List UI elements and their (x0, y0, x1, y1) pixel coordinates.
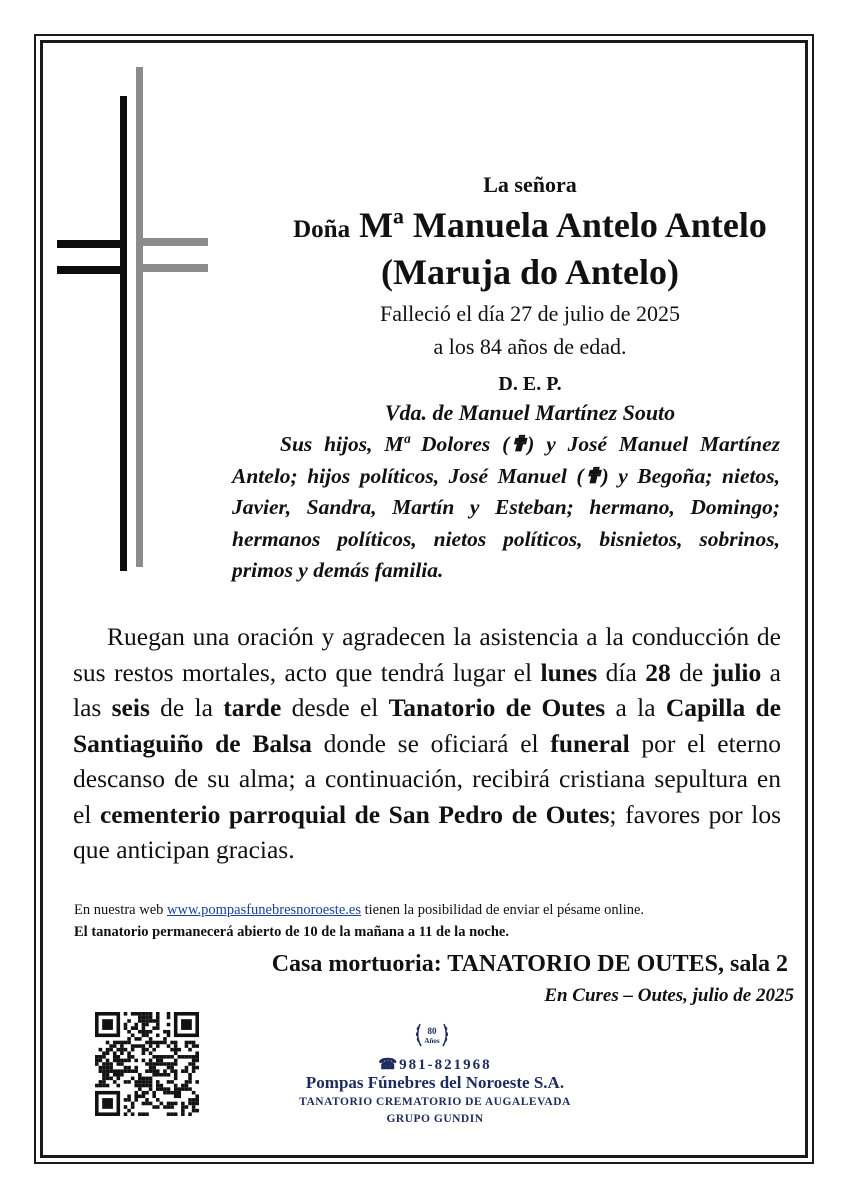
full-name: Mª Manuela Antelo Antelo (359, 205, 767, 245)
family-part-2: ) y José Manuel Martínez Antelo; hijos políticos, José Manuel ( (232, 432, 780, 488)
deceased-cross-icon: ✟ (509, 432, 528, 456)
badge-number: 80 (427, 1026, 437, 1036)
age-text: a los 84 años de edad. (433, 334, 627, 359)
phone-icon: ☎ (378, 1057, 400, 1073)
honorific: Doña (293, 216, 351, 243)
website-link[interactable]: www.pompasfunebresnoroeste.es (167, 902, 361, 918)
intro-text: La señora (483, 172, 577, 197)
qr-code[interactable] (95, 1012, 199, 1116)
family-part-1: Sus hijos, Mª Dolores ( (280, 432, 510, 456)
phone-number[interactable]: ☎981-821968 (378, 1057, 492, 1073)
family-list (232, 429, 780, 587)
cross-icon (54, 64, 214, 584)
web-notice: En nuestra web www.pompasfunebresnoroeste.es tienen la posibilidad de enviar el pésame online. (74, 902, 645, 918)
death-date: Falleció el día 27 de julio de 2025 (380, 301, 680, 326)
nickname: (Maruja do Antelo) (381, 252, 679, 292)
family-part-3: ) y Begoña; nietos, Javier, Sandra, Martín y Esteban; hermano, Domingo; hermanos políticos, nietos políticos, bisnietos, sobrinos, primos y demás familia. (232, 463, 780, 582)
place-date: En Cures – Outes, julio de 2025 (544, 985, 794, 1006)
crematorium-name: TANATORIO CREMATORIO DE AUGALEVADA (299, 1096, 571, 1108)
dep-text: D. E. P. (498, 373, 562, 395)
anniversary-badge-icon (412, 1016, 452, 1054)
company-name: Pompas Fúnebres del Noroeste S.A. (305, 1073, 565, 1092)
badge-text: Años (424, 1037, 440, 1045)
opening-hours: El tanatorio permanecerá abierto de 10 de la mañana a 11 de la noche. (74, 924, 509, 940)
deceased-name (230, 204, 830, 246)
funeral-home: Casa mortuoria: TANATORIO DE OUTES, sala 2 (271, 951, 788, 977)
deceased-cross-icon: ✟ (583, 463, 602, 488)
ceremony-text: Ruegan una oración y agradecen la asistencia a la conducción de sus restos mortales, acto que tendrá lugar el lunes día 28 de julio a las seis de la tarde desde el Tanatorio de Outes a la Capilla de Santiaguiño de Balsa donde se oficiará el funeral por el eterno descanso de su alma; a continuación, recibirá cristiana sepultura en el cementerio parroquial de San Pedro de Outes; favores por los que anticipan gracias. (73, 622, 782, 864)
widow-of: Vda. de Manuel Martínez Souto (384, 400, 676, 425)
group-name: GRUPO GUNDIN (386, 1113, 484, 1125)
